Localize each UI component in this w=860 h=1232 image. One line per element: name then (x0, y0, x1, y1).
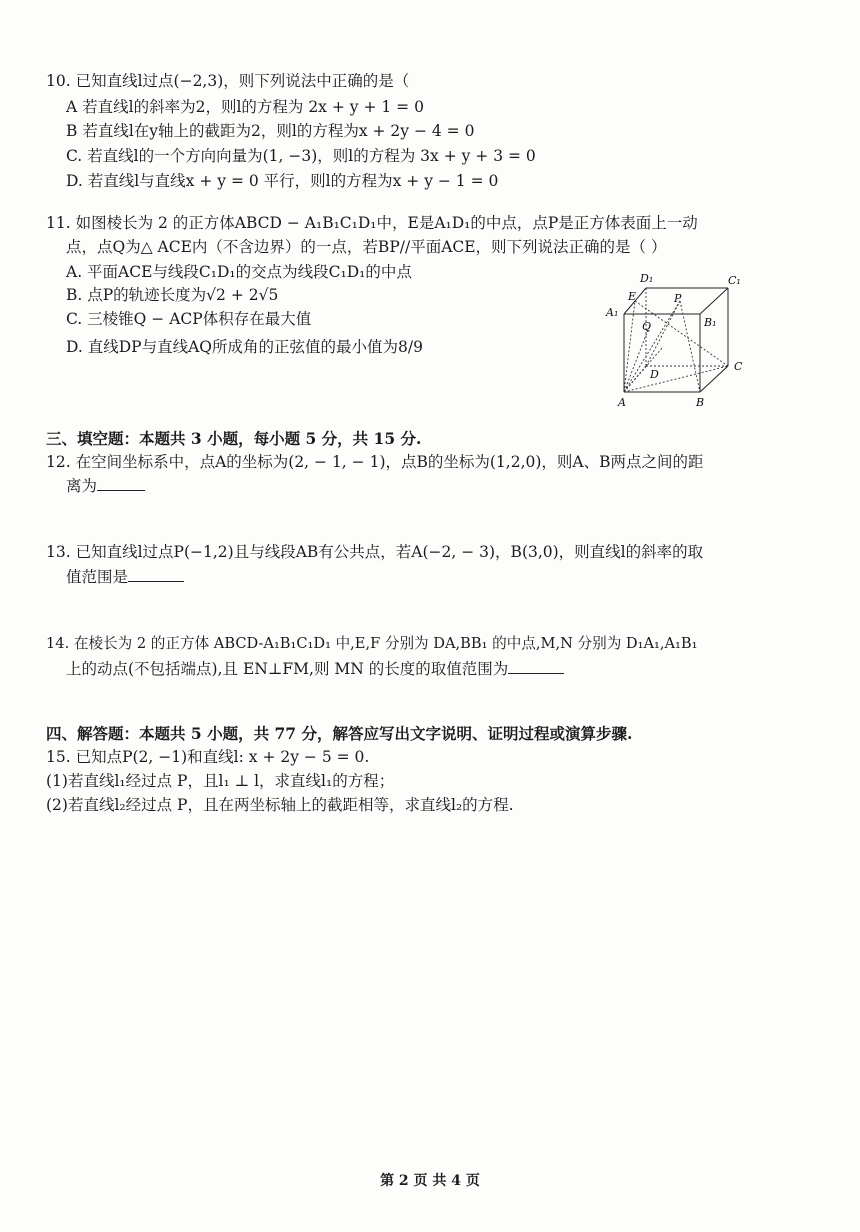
label-q: Q (642, 320, 652, 333)
label-c1: C₁ (728, 274, 741, 287)
section4-title: 四、解答题：本题共 5 小题，共 77 分，解答应写出文字说明、证明过程或演算步骤. (46, 724, 633, 743)
q15-stem: 15. 已知点P(2, −1)和直线l: x + 2y − 5 = 0. (46, 748, 370, 766)
label-d: D (650, 368, 659, 381)
label-b1: B₁ (704, 316, 717, 329)
label-d1: D₁ (640, 272, 654, 285)
q10-option-c: C. 若直线l的一个方向向量为(1, −3)，则l的方程为 3x + y + 3 = 0 (66, 147, 536, 165)
section3-title: 三、填空题：本题共 3 小题，每小题 5 分，共 15 分. (46, 429, 422, 448)
q10-option-b: B 若直线l在y轴上的截距为2，则l的方程为x + 2y − 4 = 0 (66, 122, 475, 140)
q12-line2 (66, 475, 145, 497)
q12-answer-blank (97, 476, 145, 491)
q12-line1: 12. 在空间坐标系中，点A的坐标为(2, − 1, − 1)，点B的坐标为(1,2,0)，则A、B两点之间的距 (46, 453, 704, 471)
q10-option-a: A 若直线l的斜率为2，则l的方程为 2x + y + 1 = 0 (66, 98, 424, 116)
q11-option-a: A. 平面ACE与线段C₁D₁的交点为线段C₁D₁的中点 (66, 263, 412, 281)
q11-option-b: B. 点P的轨迹长度为√2 + 2√5 (66, 286, 279, 304)
label-a1: A₁ (606, 306, 619, 319)
q14-line2 (66, 658, 564, 680)
label-c: C (734, 360, 743, 373)
label-b: B (696, 396, 705, 409)
q11-stem-line1: 11. 如图棱长为 2 的正方体ABCD − A₁B₁C₁D₁中，E是A₁D₁的中点，点P是正方体表面上一动 (46, 214, 698, 232)
label-e: E (628, 290, 637, 303)
q10-stem: 10. 已知直线l过点(−2,3)，则下列说法中正确的是（ (46, 72, 410, 90)
q13-line1: 13. 已知直线l过点P(−1,2)且与线段AB有公共点，若A(−2, − 3)，B(3,0)，则直线l的斜率的取 (46, 543, 704, 561)
label-p: P (674, 292, 682, 305)
page-number: 第 2 页 共 4 页 (380, 1173, 480, 1189)
q14-answer-blank (508, 659, 564, 674)
q13-prompt: 值范围是 (66, 568, 129, 586)
q11-stem-line2: 点，点Q为△ ACE内（不含边界）的一点，若BP//平面ACE，则下列说法正确的是（ ） (66, 238, 667, 256)
q13-answer-blank (128, 567, 184, 582)
q13-line2 (66, 566, 184, 588)
q15-part2: (2)若直线l₂经过点 P，且在两坐标轴上的截距相等，求直线l₂的方程. (46, 796, 514, 814)
q11-option-c: C. 三棱锥Q − ACP体积存在最大值 (66, 310, 312, 328)
q14-prompt: 上的动点(不包括端点),且 EN⊥FM,则 MN 的长度的取值范围为 (66, 660, 509, 678)
q10-option-d: D. 若直线l与直线x + y = 0 平行，则l的方程为x + y − 1 = 0 (66, 172, 499, 190)
q12-prompt: 离为 (66, 477, 98, 495)
q15-part1: (1)若直线l₁经过点 P，且l₁ ⊥ l，求直线l₁的方程； (46, 772, 395, 790)
label-a: A (618, 396, 626, 409)
q11-option-d: D. 直线DP与直线AQ所成角的正弦值的最小值为8/9 (66, 338, 423, 356)
cube-figure (600, 268, 750, 410)
q14-line1: 14. 在棱长为 2 的正方体 ABCD-A₁B₁C₁D₁ 中,E,F 分别为 DA,BB₁ 的中点,M,N 分别为 D₁A₁,A₁B₁ (46, 635, 698, 652)
